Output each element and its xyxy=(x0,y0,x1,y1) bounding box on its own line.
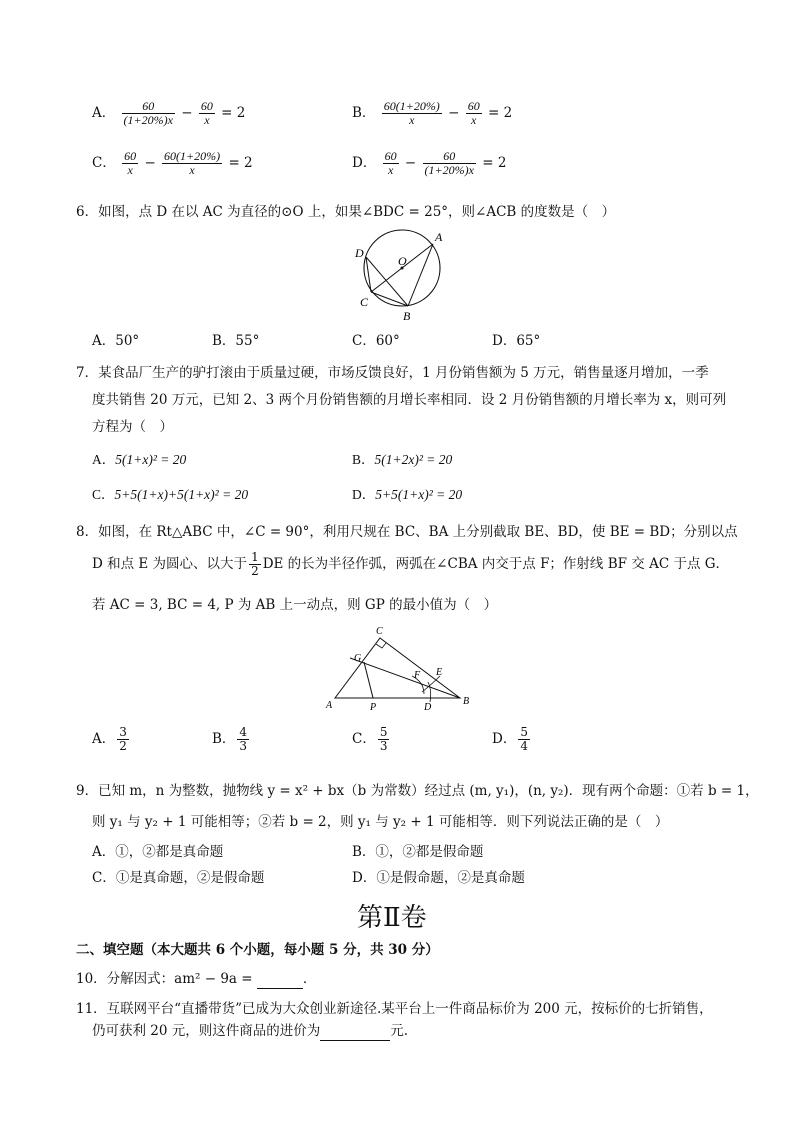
q8-line-3: 若 AC = 3, BC = 4, P 为 AB 上一动点，则 GP 的最小值为（ ） xyxy=(92,597,498,613)
option-label: A． xyxy=(92,105,116,121)
q7-option-b: B．5(1+2x)² = 20 xyxy=(352,452,453,467)
point-label-b: B xyxy=(463,696,470,707)
q7-option-a: A．5(1+x)² = 20 xyxy=(92,452,187,467)
q5-option-b: B． $\frac{60(1+20\%)}{x}$ − $\frac{60}{x}$ = 2 xyxy=(352,99,513,127)
q5-option-d: D． $\frac{60}{x}$ − $\frac{60}{(1+20\%)x}$ = 2 xyxy=(352,149,507,177)
q9-option-b: B．①，②都是假命题 xyxy=(352,844,484,860)
q9-line-1: 9．已知 m，n 为整数，抛物线 y = x² + bx（b 为常数）经过点 (m, y₁)，(n, y₂)．现有两个命题：①若 b = 1， xyxy=(76,783,759,799)
point-label-c: C xyxy=(360,295,369,309)
fraction: $\frac{60}{(1+20\%)x}$ xyxy=(123,99,173,127)
q6-option-c: C．60° xyxy=(352,333,400,349)
q7-line-2: 度共销售 20 万元，已知 2、3 两个月份销售额的月增长率相同．设 2 月份销售额的月增长率为 x，则可列 xyxy=(92,392,727,408)
q5-option-c: C． $\frac{60}{x}$ − $\frac{60(1+20\%)}{x}$ = 2 xyxy=(92,149,253,177)
q8-option-c: C． $\frac{5}{3}$ xyxy=(352,725,388,753)
q6-option-d: D．65° xyxy=(492,333,541,349)
answer-blank[interactable] xyxy=(257,970,303,989)
q8-triangle-figure xyxy=(320,624,480,712)
q6-option-a: A．50° xyxy=(92,333,140,349)
q6-option-b: B．55° xyxy=(212,333,260,349)
q7-option-c: C．5+5(1+x)+5(1+x)² = 20 xyxy=(92,487,249,502)
q8-option-b: B． $\frac{4}{3}$ xyxy=(212,725,248,753)
point-label-f: F xyxy=(414,670,421,681)
fraction: $\frac{5}{3}$ xyxy=(379,725,388,753)
q10: 10．分解因式：am² − 9a = ． xyxy=(76,971,317,987)
q9-line-2: 则 y₁ 与 y₂ + 1 可能相等；②若 b = 2，则 y₁ 与 y₂ + 1 可能相等．则下列说法正确的是（ ） xyxy=(92,814,669,830)
point-label-d: D xyxy=(355,246,364,260)
q9-option-d: D．①是假命题，②是真命题 xyxy=(352,870,525,886)
part-2-title: 第Ⅱ卷 xyxy=(357,903,427,933)
option-label: D． xyxy=(352,155,377,171)
fraction: $\frac{60}{x}$ xyxy=(384,149,397,177)
right-angle-mark xyxy=(376,643,386,648)
option-label: B． xyxy=(352,105,376,121)
q11-line-1: 11．互联网平台“直播带货”已成为大众创业新途径.某平台上一件商品标价为 200 元，按标价的七折销售， xyxy=(76,1001,713,1017)
fraction: $\frac{60(1+20\%)}{x}$ xyxy=(164,149,221,177)
fraction: $\frac{5}{4}$ xyxy=(520,725,528,753)
q7-line-3: 方程为（ ） xyxy=(92,419,173,435)
point-label-c: C xyxy=(376,626,383,637)
fraction-half: $\frac{1}{2}$ xyxy=(251,550,259,578)
fraction: $\frac{60}{x}$ xyxy=(467,99,480,127)
option-label: C． xyxy=(92,155,116,171)
answer-blank[interactable] xyxy=(320,1022,390,1041)
q9-option-a: A．①，②都是真命题 xyxy=(92,844,224,860)
point-label-d: D xyxy=(424,702,432,712)
point-label-a: A xyxy=(435,230,443,244)
q6-stem: 6．如图，点 D 在以 AC 为直径的⊙O 上，如果∠BDC = 25°，则∠ACB 的度数是（ ） xyxy=(76,204,616,220)
point-label-o: O xyxy=(398,254,407,268)
fraction: $\frac{4}{3}$ xyxy=(239,725,248,753)
q8-option-a: A． $\frac{3}{2}$ xyxy=(92,725,127,753)
ray-bf xyxy=(350,658,460,698)
point-label-e: E xyxy=(436,667,443,678)
q8-line-1: 8．如图，在 Rt△ABC 中，∠C = 90°，利用尺规在 BC、BA 上分别截取 BE、BD，使 BE = BD；分别以点 xyxy=(76,524,738,540)
q9-option-c: C．①是真命题，②是假命题 xyxy=(92,870,265,886)
q8-option-d: D． $\frac{5}{4}$ xyxy=(492,725,528,753)
segment-gp xyxy=(364,662,373,698)
point-label-b: B xyxy=(403,309,411,323)
q7-option-d: D．5+5(1+x)² = 20 xyxy=(352,487,463,502)
q11-line-2: 仍可获利 20 元，则这件商品的进价为 元. xyxy=(92,1023,409,1039)
fraction: $\frac{60}{x}$ xyxy=(200,99,213,127)
q6-circle-figure xyxy=(350,226,460,326)
fraction: $\frac{3}{2}$ xyxy=(119,725,127,753)
q7-line-1: 7．某食品厂生产的驴打滚由于质量过硬，市场反馈良好，1 月份销售额为 5 万元，销售量逐月增加，一季 xyxy=(76,365,709,381)
fraction: $\frac{60}{(1+20\%)x}$ xyxy=(424,149,474,177)
point-label-p: P xyxy=(370,702,377,712)
fraction: $\frac{60(1+20\%)}{x}$ xyxy=(383,99,440,127)
point-label-g: G xyxy=(354,653,362,664)
q8-line-2: D 和点 E 为圆心、以大于 $\frac{1}{2}$ DE 的长为半径作弧，两弧在∠CBA 内交于点 F；作射线 BF 交 AC 于点 G． xyxy=(92,550,730,578)
point-label-a: A xyxy=(326,700,333,711)
q5-option-a: A． $\frac{60}{(1+20\%)x}$ − $\frac{60}{x}$ = 2 xyxy=(92,99,246,127)
fraction: $\frac{60}{x}$ xyxy=(124,149,137,177)
section-2-heading: 二、填空题（本大题共 6 个小题，每小题 5 分，共 30 分） xyxy=(76,942,439,958)
